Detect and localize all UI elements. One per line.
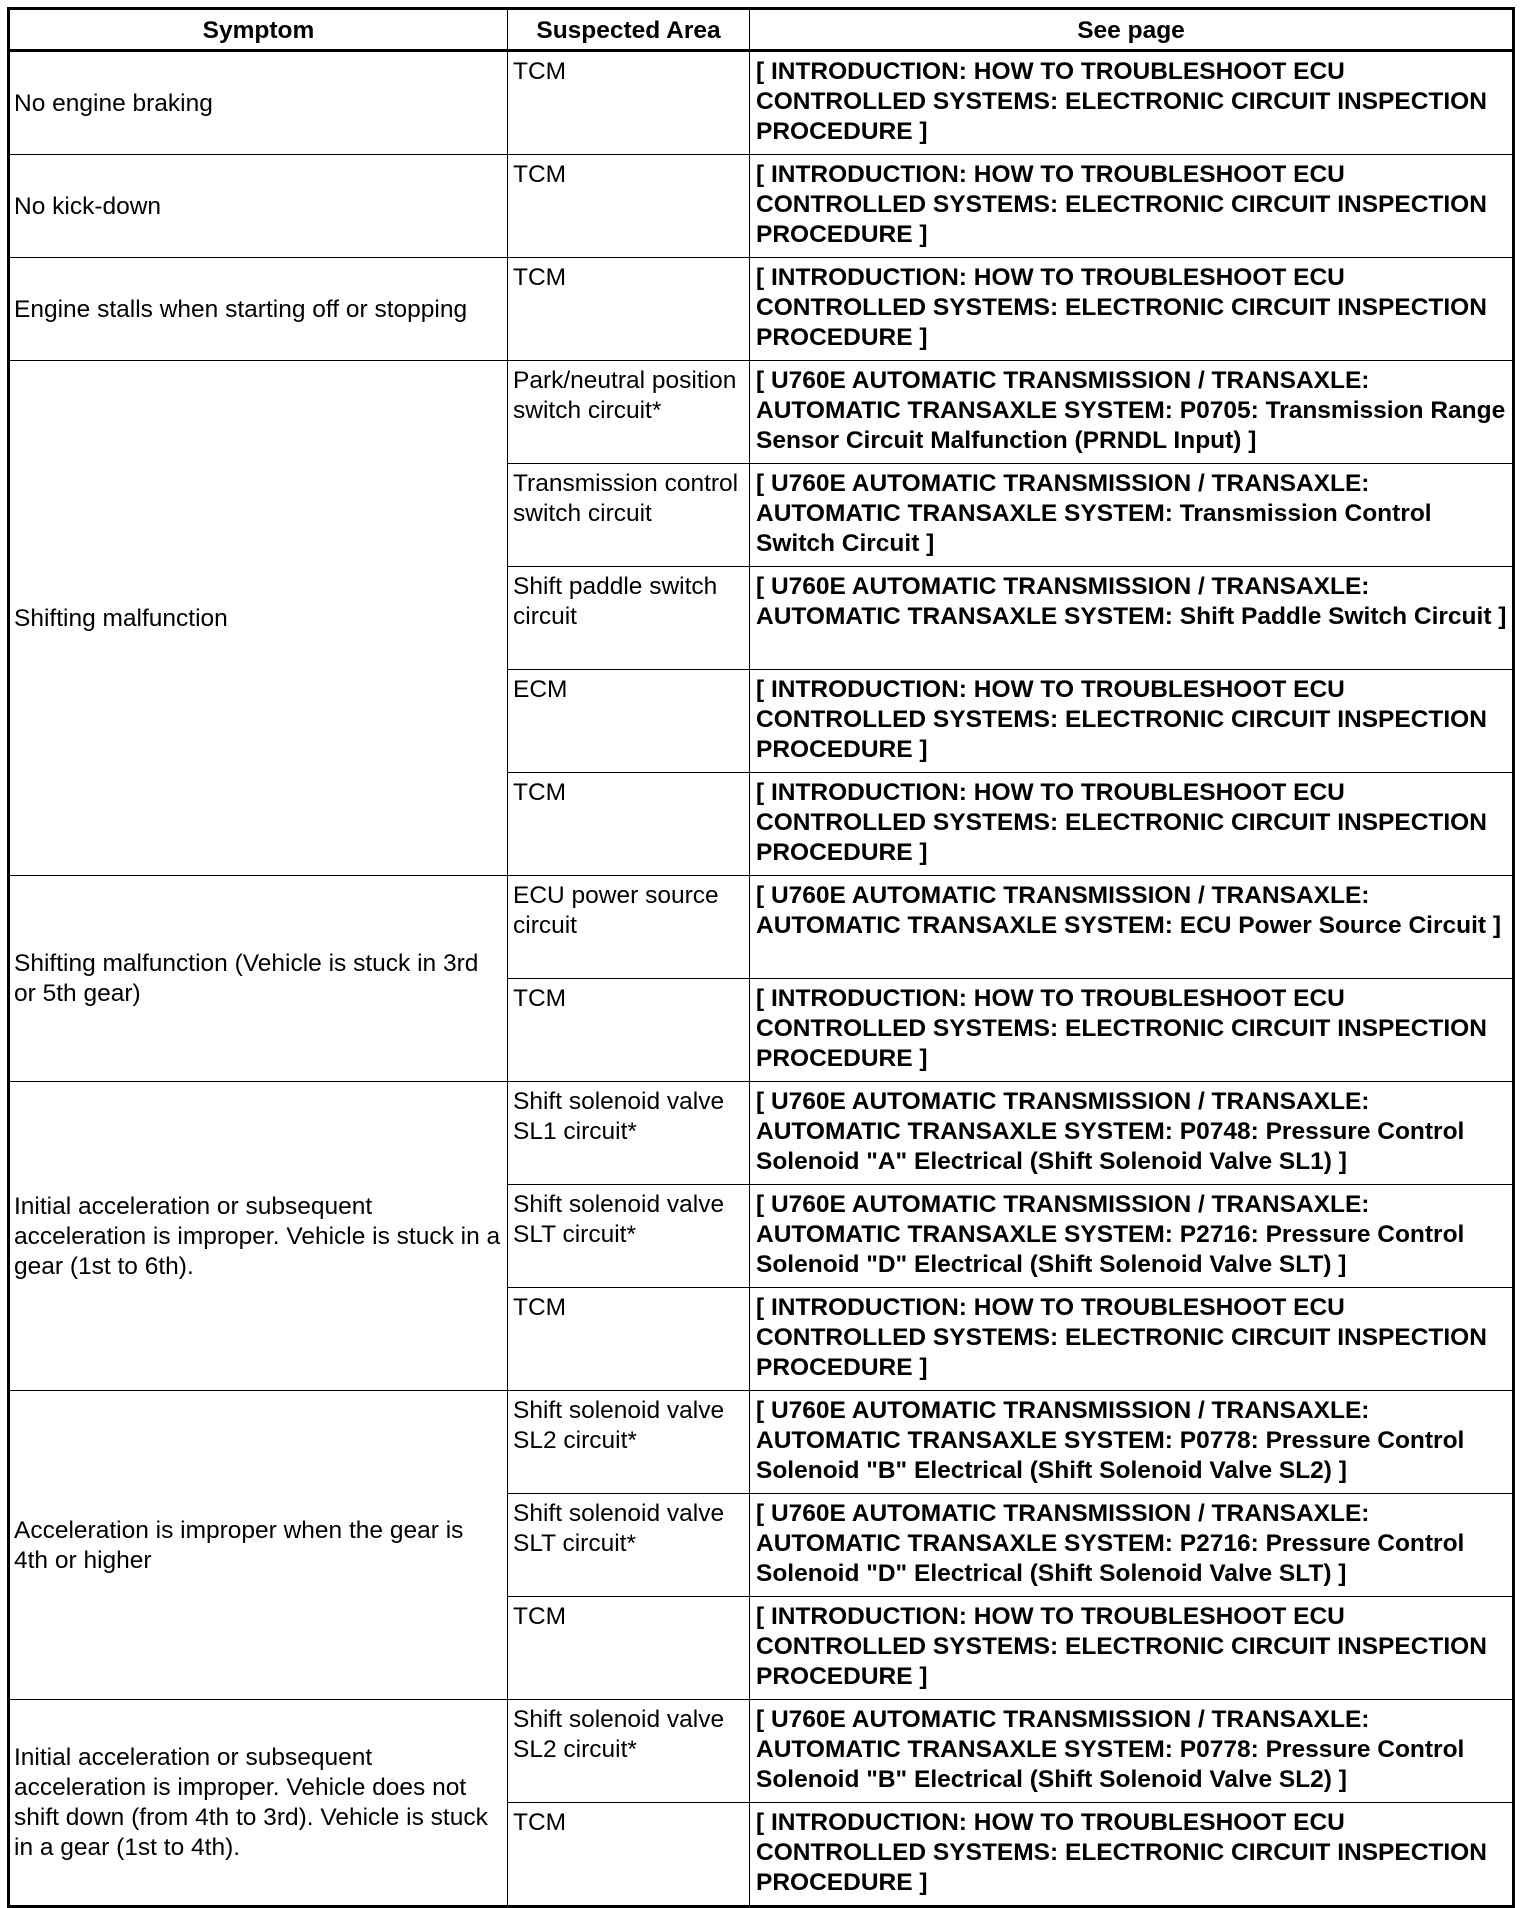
suspected-area-cell: ECM	[508, 670, 750, 773]
table-row	[9, 361, 1514, 464]
symptom-cell: Initial acceleration or subsequent acceleration is improper. Vehicle is stuck in a gear (1st to 6th).	[9, 1082, 508, 1391]
table-row	[9, 876, 1514, 979]
suspected-area-cell: Shift solenoid valve SL1 circuit*	[508, 1082, 750, 1185]
suspected-area-cell: TCM	[508, 979, 750, 1082]
see-page-link[interactable]: [ INTRODUCTION: HOW TO TROUBLESHOOT ECU CONTROLLED SYSTEMS: ELECTRONIC CIRCUIT INSPECTION PROCEDURE ]	[750, 670, 1514, 773]
suspected-area-cell: ECU power source circuit	[508, 876, 750, 979]
see-page-link[interactable]: [ INTRODUCTION: HOW TO TROUBLESHOOT ECU CONTROLLED SYSTEMS: ELECTRONIC CIRCUIT INSPECTION PROCEDURE ]	[750, 1288, 1514, 1391]
see-page-link[interactable]: [ U760E AUTOMATIC TRANSMISSION / TRANSAXLE: AUTOMATIC TRANSAXLE SYSTEM: P0778: Pressure Control Solenoid "B" Electrical (Shift Solenoid Valve SL2) ]	[750, 1391, 1514, 1494]
see-page-link[interactable]: [ U760E AUTOMATIC TRANSMISSION / TRANSAXLE: AUTOMATIC TRANSAXLE SYSTEM: P0778: Pressure Control Solenoid "B" Electrical (Shift Solenoid Valve SL2) ]	[750, 1700, 1514, 1803]
table-row	[9, 258, 1514, 361]
suspected-area-cell: Shift paddle switch circuit	[508, 567, 750, 670]
see-page-link[interactable]: [ U760E AUTOMATIC TRANSMISSION / TRANSAXLE: AUTOMATIC TRANSAXLE SYSTEM: Shift Paddle Switch Circuit ]	[750, 567, 1514, 670]
symptom-cell: No engine braking	[9, 51, 508, 155]
symptom-cell: Initial acceleration or subsequent acceleration is improper. Vehicle does not shift down (from 4th to 3rd). Vehicle is stuck in a gear (1st to 4th).	[9, 1700, 508, 1907]
suspected-area-cell: Transmission control switch circuit	[508, 464, 750, 567]
table-row	[9, 1391, 1514, 1494]
symptom-cell: Shifting malfunction	[9, 361, 508, 876]
table-row	[9, 1700, 1514, 1803]
suspected-area-cell: Shift solenoid valve SLT circuit*	[508, 1494, 750, 1597]
symptom-table	[7, 7, 1515, 1908]
suspected-area-cell: Shift solenoid valve SL2 circuit*	[508, 1391, 750, 1494]
see-page-link[interactable]: [ U760E AUTOMATIC TRANSMISSION / TRANSAXLE: AUTOMATIC TRANSAXLE SYSTEM: P2716: Pressure Control Solenoid "D" Electrical (Shift Solenoid Valve SLT) ]	[750, 1494, 1514, 1597]
see-page-link[interactable]: [ INTRODUCTION: HOW TO TROUBLESHOOT ECU CONTROLLED SYSTEMS: ELECTRONIC CIRCUIT INSPECTION PROCEDURE ]	[750, 979, 1514, 1082]
suspected-area-cell: TCM	[508, 773, 750, 876]
see-page-link[interactable]: [ INTRODUCTION: HOW TO TROUBLESHOOT ECU CONTROLLED SYSTEMS: ELECTRONIC CIRCUIT INSPECTION PROCEDURE ]	[750, 258, 1514, 361]
suspected-area-cell: TCM	[508, 51, 750, 155]
header-row	[9, 9, 1514, 51]
suspected-area-cell: Shift solenoid valve SLT circuit*	[508, 1185, 750, 1288]
symptom-cell: Engine stalls when starting off or stopping	[9, 258, 508, 361]
see-page-link[interactable]: [ U760E AUTOMATIC TRANSMISSION / TRANSAXLE: AUTOMATIC TRANSAXLE SYSTEM: P0705: Transmission Range Sensor Circuit Malfunction (PRNDL Input) ]	[750, 361, 1514, 464]
symptom-cell: No kick-down	[9, 155, 508, 258]
table-row	[9, 155, 1514, 258]
header-suspected-area: Suspected Area	[508, 9, 750, 51]
suspected-area-cell: Park/neutral position switch circuit*	[508, 361, 750, 464]
suspected-area-cell: Shift solenoid valve SL2 circuit*	[508, 1700, 750, 1803]
see-page-link[interactable]: [ INTRODUCTION: HOW TO TROUBLESHOOT ECU CONTROLLED SYSTEMS: ELECTRONIC CIRCUIT INSPECTION PROCEDURE ]	[750, 155, 1514, 258]
suspected-area-cell: TCM	[508, 1597, 750, 1700]
table-body	[9, 51, 1514, 1907]
table-row	[9, 51, 1514, 155]
symptom-cell: Acceleration is improper when the gear is 4th or higher	[9, 1391, 508, 1700]
see-page-link[interactable]: [ INTRODUCTION: HOW TO TROUBLESHOOT ECU CONTROLLED SYSTEMS: ELECTRONIC CIRCUIT INSPECTION PROCEDURE ]	[750, 1597, 1514, 1700]
suspected-area-cell: TCM	[508, 258, 750, 361]
suspected-area-cell: TCM	[508, 155, 750, 258]
see-page-link[interactable]: [ U760E AUTOMATIC TRANSMISSION / TRANSAXLE: AUTOMATIC TRANSAXLE SYSTEM: P2716: Pressure Control Solenoid "D" Electrical (Shift Solenoid Valve SLT) ]	[750, 1185, 1514, 1288]
table-row	[9, 1082, 1514, 1185]
header-symptom: Symptom	[9, 9, 508, 51]
see-page-link[interactable]: [ INTRODUCTION: HOW TO TROUBLESHOOT ECU CONTROLLED SYSTEMS: ELECTRONIC CIRCUIT INSPECTION PROCEDURE ]	[750, 51, 1514, 155]
suspected-area-cell: TCM	[508, 1288, 750, 1391]
see-page-link[interactable]: [ U760E AUTOMATIC TRANSMISSION / TRANSAXLE: AUTOMATIC TRANSAXLE SYSTEM: P0748: Pressure Control Solenoid "A" Electrical (Shift Solenoid Valve SL1) ]	[750, 1082, 1514, 1185]
see-page-link[interactable]: [ U760E AUTOMATIC TRANSMISSION / TRANSAXLE: AUTOMATIC TRANSAXLE SYSTEM: Transmission Control Switch Circuit ]	[750, 464, 1514, 567]
see-page-link[interactable]: [ INTRODUCTION: HOW TO TROUBLESHOOT ECU CONTROLLED SYSTEMS: ELECTRONIC CIRCUIT INSPECTION PROCEDURE ]	[750, 773, 1514, 876]
symptom-cell: Shifting malfunction (Vehicle is stuck in 3rd or 5th gear)	[9, 876, 508, 1082]
header-see-page: See page	[750, 9, 1514, 51]
see-page-link[interactable]: [ U760E AUTOMATIC TRANSMISSION / TRANSAXLE: AUTOMATIC TRANSAXLE SYSTEM: ECU Power Source Circuit ]	[750, 876, 1514, 979]
suspected-area-cell: TCM	[508, 1803, 750, 1907]
see-page-link[interactable]: [ INTRODUCTION: HOW TO TROUBLESHOOT ECU CONTROLLED SYSTEMS: ELECTRONIC CIRCUIT INSPECTION PROCEDURE ]	[750, 1803, 1514, 1907]
